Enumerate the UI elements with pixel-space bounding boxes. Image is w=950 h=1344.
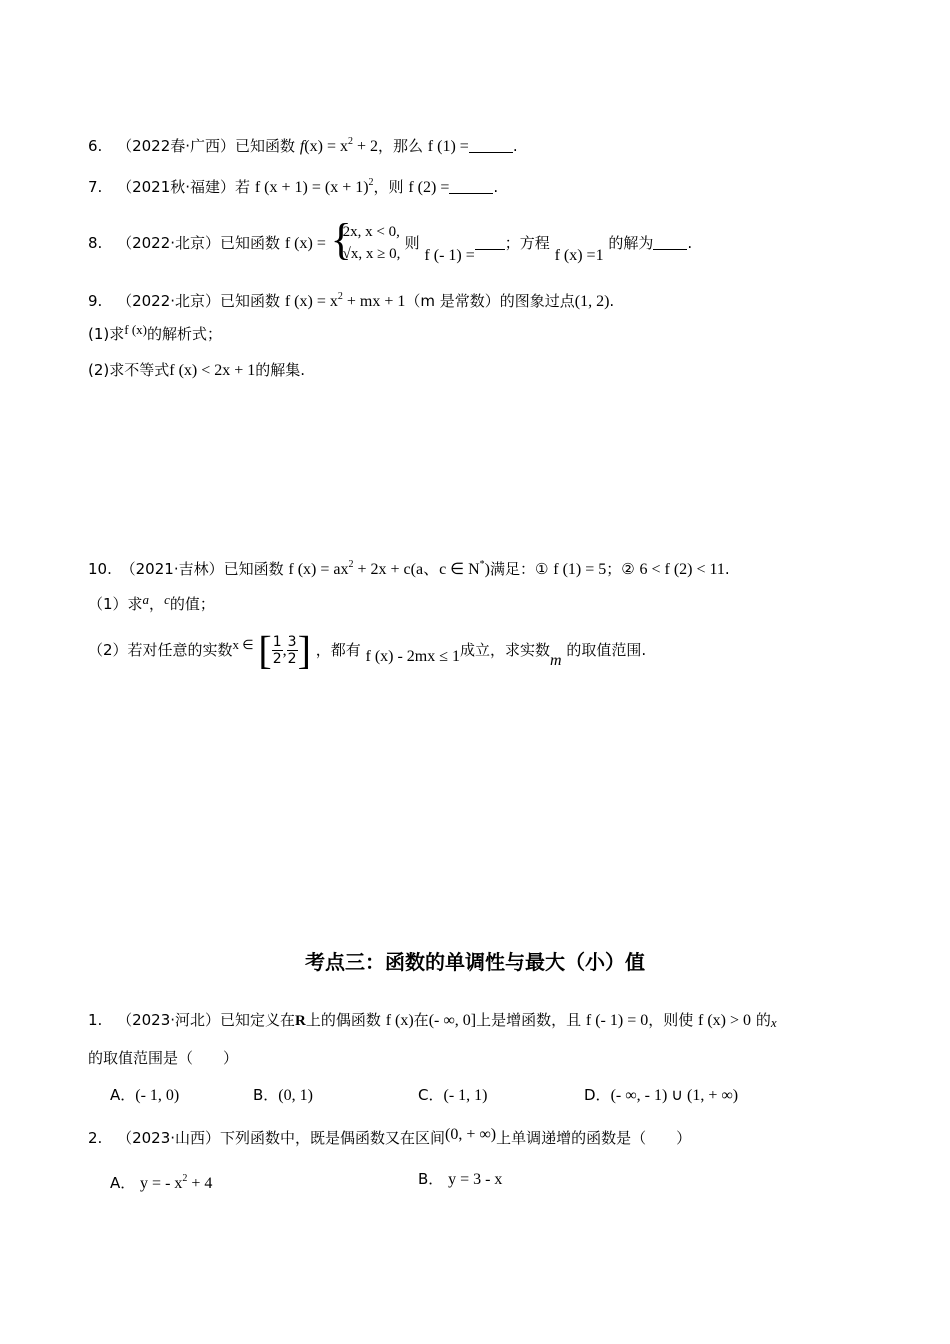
function-expression: f $(x) = x^2$ + mx + 1	[284, 291, 406, 310]
question-source: （2022·北京）已知函数	[117, 234, 281, 252]
question-source: （2023·河北）已知定义在	[117, 1011, 296, 1029]
question-number: 10.	[88, 560, 112, 578]
question-source: （2022·北京）已知函数	[117, 292, 281, 310]
function-name: f (x)	[385, 1012, 414, 1029]
case-2: √x, x ≥ 0,	[342, 245, 401, 262]
function-value: f (2) =	[408, 179, 450, 196]
right-bracket: ]	[297, 627, 311, 673]
option-c[interactable]: C．(- 1, 1)	[418, 1086, 488, 1104]
inequality: f (x) - 2mx ≤ 1	[365, 648, 461, 665]
answer-blank-2[interactable]	[653, 235, 687, 250]
option-b[interactable]: B． y = 3 - x	[418, 1170, 503, 1188]
option-a[interactable]: A． y = - $x^2 + 4$	[110, 1173, 213, 1192]
question-6: 6. （2022春·广西）已知函数 $f(x) = x^2 + 2$，那么 f (1) = .	[88, 136, 518, 155]
point: (1, 2)	[574, 293, 610, 310]
question-9: 9. （2022·北京）已知函数 f $(x) = x^2$ + mx + 1（m 是常数）的图象过点(1, 2).	[88, 291, 615, 310]
case-1: 2x, x < 0,	[342, 223, 400, 240]
section-question-1: 1. （2023·河北）已知定义在R上的偶函数 f (x)在(- ∞, 0]上是增函数，且 f (- 1) = 0，则使 f (x) > 0 的x	[88, 1011, 777, 1030]
function-name: f (x)	[124, 322, 147, 337]
function-expression: f $(x + 1) = (x + 1)^2$	[254, 177, 374, 196]
question-10-part-2: （2）若对任意的实数x ∈ [ $\frac{1}{2}$ , $\frac{3}{2}$ ] ，都有 f (x) - 2mx ≤ 1成立，求实数m 的取值范围.	[88, 627, 647, 673]
option-b[interactable]: B．(0, 1)	[253, 1086, 313, 1104]
answer-blank-1[interactable]	[475, 235, 505, 250]
question-text: ，那么	[378, 137, 424, 155]
question-source: （2023·山西）下列函数中，既是偶函数又在区间	[117, 1129, 446, 1147]
question-number: 9.	[88, 292, 103, 310]
question-source: （2021·吉林）已知函数	[120, 560, 284, 578]
condition-1: f (1) = 5	[553, 561, 607, 578]
question-number: 7.	[88, 178, 103, 196]
question-number: 2.	[88, 1129, 103, 1147]
question-number: 8.	[88, 234, 103, 252]
option-a[interactable]: A．(- 1, 0)	[110, 1086, 180, 1104]
question-8: 8. （2022·北京）已知函数 f (x) = { 2x, x < 0, √x, x ≥ 0, 则 f (- 1) =；方程 f (x) =1 的解为 .	[88, 220, 692, 267]
answer-blank[interactable]	[449, 179, 493, 194]
question-source: （2022春·广西）已知函数	[117, 137, 296, 155]
question-number: 6.	[88, 137, 103, 155]
question-source: （2021秋·福建）若	[117, 178, 251, 196]
real-numbers-symbol: R	[295, 1013, 306, 1029]
answer-blank[interactable]	[469, 138, 513, 153]
fraction-one-half: $\frac{1}{2}$	[272, 634, 282, 667]
interval: (- ∞, 0]	[428, 1012, 477, 1029]
inequality: f (x) > 0	[698, 1012, 752, 1029]
equation: f (x) =1	[554, 247, 604, 264]
function-value: f (1) =	[427, 138, 469, 155]
question-7: 7. （2021秋·福建）若 f $(x + 1) = (x + 1)^2$，则 f (2) = .	[88, 177, 499, 196]
function-expression: $(x) = x^2 + 2$	[304, 136, 378, 155]
fraction-three-halves: $\frac{3}{2}$	[287, 634, 297, 667]
question-number: 1.	[88, 1011, 103, 1029]
section-heading: 考点三：函数的单调性与最大（小）值	[305, 950, 645, 974]
question-text: （m 是常数）的图象过点	[405, 292, 575, 310]
question-9-part-1: (1)求f (x)的解析式；	[88, 322, 223, 343]
interval: (0, + ∞)	[445, 1126, 497, 1143]
option-d[interactable]: D．(- ∞, - 1) ∪ (1, + ∞)	[584, 1086, 739, 1104]
function-name: f	[299, 138, 305, 155]
section-question-2: 2. （2023·山西）下列函数中，既是偶函数又在区间(0, + ∞)上单调递增的函数是（ ）	[88, 1126, 692, 1147]
question-10-part-1: （1）求a，c的值；	[88, 592, 215, 613]
function-value: f (- 1) =	[424, 247, 475, 264]
condition: f (- 1) = 0	[585, 1012, 649, 1029]
inequality: f (x) < 2x + 1	[169, 362, 256, 379]
function-expression: f (x) =	[284, 235, 326, 252]
condition-2: 6 < f (2) < 11	[639, 561, 725, 578]
left-bracket: [	[258, 627, 272, 673]
question-10: 10. （2021·吉林）已知函数 f $(x) = ax^2 + 2x + c(a$、c ∈ N*)满足：① f (1) = 5；② 6 < f (2) < 11.	[88, 559, 730, 578]
brace: {	[330, 214, 352, 264]
question-text: ，则	[373, 178, 404, 196]
section-question-1-line-2: 的取值范围是（ ）	[88, 1049, 239, 1067]
question-9-part-2: (2)求不等式f (x) < 2x + 1的解集.	[88, 361, 306, 379]
piecewise-definition	[330, 214, 405, 267]
function-expression: f $(x) = ax^2 + 2x + c(a$、c ∈ N*)	[288, 559, 490, 578]
